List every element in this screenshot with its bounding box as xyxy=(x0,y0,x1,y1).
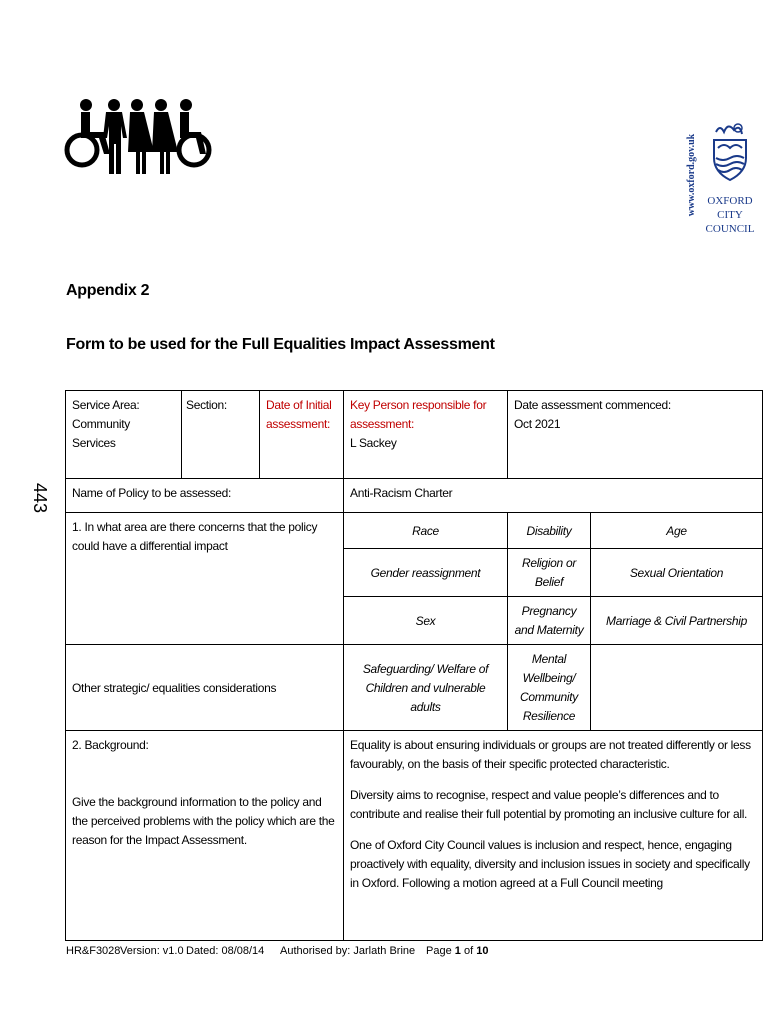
policy-label: Name of Policy to be assessed: xyxy=(66,479,344,513)
footer-authorised: Authorised by: Jarlath Brine xyxy=(280,945,416,957)
footer-version: Version: v1.0 xyxy=(120,945,184,957)
area-age: Age xyxy=(591,513,763,549)
key-person-cell xyxy=(344,391,508,479)
area-pregnancy-maternity: Pregnancy and Maternity xyxy=(508,597,591,645)
footer-dated: Dated: 08/08/14 xyxy=(186,945,265,957)
person-icon xyxy=(128,99,154,174)
footer-page-total: 10 xyxy=(476,945,489,957)
area-disability: Disability xyxy=(508,513,591,549)
area-gender-reassignment: Gender reassignment xyxy=(344,549,508,597)
footer-page-info xyxy=(426,945,488,957)
q2-label: 2. Background: xyxy=(72,738,149,752)
background-paragraph: One of Oxford City Council values is inclusion and respect, hence, engaging proactively with equality, diversity and inclusion issues in society and specifically in Oxford. Following a motion agreed at a Full Council meeting xyxy=(350,838,750,890)
other-considerations-label: Other strategic/ equalities considerations xyxy=(66,645,344,731)
date-commenced-cell xyxy=(508,391,763,479)
background-cell xyxy=(344,731,763,941)
area-race: Race xyxy=(344,513,508,549)
table-row xyxy=(66,479,763,513)
person-icon xyxy=(103,99,127,174)
footer-page-num: 1 xyxy=(454,945,461,957)
wheelchair-icon xyxy=(179,99,209,165)
table-row xyxy=(66,391,763,479)
area-religion-belief: Religion or Belief xyxy=(508,549,591,597)
section-cell xyxy=(182,391,260,479)
q2-cell xyxy=(66,731,344,941)
council-crest-icon xyxy=(708,118,752,184)
footer-page-prefix: Page xyxy=(426,945,452,957)
appendix-title: Appendix 2 xyxy=(66,282,150,299)
service-area-value: Services xyxy=(72,436,116,450)
section-label: Section: xyxy=(186,398,227,412)
assessment-table xyxy=(65,390,763,941)
person-icon xyxy=(152,99,178,174)
background-paragraph: Equality is about ensuring individuals or groups are not treated differently or less favourably, on the basis of their specific protected characteristic. xyxy=(350,738,751,771)
key-person-value: L Sackey xyxy=(350,436,397,450)
council-url: www.oxford.gov.uk xyxy=(686,133,697,217)
date-commenced-value: Oct 2021 xyxy=(514,417,561,431)
key-person-label: Key Person responsible for xyxy=(350,398,487,412)
form-title: Form to be used for the Full Equalities Impact Assessment xyxy=(66,336,495,353)
other-safeguarding: Safeguarding/ Welfare of Children and vulnerable adults xyxy=(344,645,508,731)
key-person-label: assessment: xyxy=(350,417,415,431)
date-initial-label: Date of Initial xyxy=(266,398,332,412)
council-name-line: CITY xyxy=(717,209,743,221)
service-area-label: Service Area: xyxy=(72,398,140,412)
table-row xyxy=(66,513,763,549)
equality-people-logo xyxy=(64,98,214,178)
wheelchair-icon xyxy=(67,99,110,165)
empty-cell xyxy=(591,645,763,731)
policy-value: Anti-Racism Charter xyxy=(344,479,763,513)
side-page-number: 443 xyxy=(30,482,50,514)
table-row xyxy=(66,731,763,941)
footer-page-of: of xyxy=(463,945,474,957)
council-name-line: OXFORD xyxy=(707,195,753,207)
background-paragraph: Diversity aims to recognise, respect and value people’s differences and to contribute and realise their full potential by promoting an inclusive culture for all. xyxy=(350,788,748,821)
area-sex: Sex xyxy=(344,597,508,645)
table-row xyxy=(66,645,763,731)
oxford-city-council-logo xyxy=(684,118,754,246)
area-marriage-civil-partnership: Marriage & Civil Partnership xyxy=(591,597,763,645)
service-area-value: Community xyxy=(72,417,130,431)
council-name-line: COUNCIL xyxy=(705,223,755,235)
service-area-cell xyxy=(66,391,182,479)
date-commenced-label: Date assessment commenced: xyxy=(514,398,671,412)
date-initial-cell xyxy=(260,391,344,479)
other-mental-wellbeing: Mental Wellbeing/ Community Resilience xyxy=(508,645,591,731)
q1-label: 1. In what area are there concerns that the policy could have a differential impact xyxy=(66,513,344,645)
date-initial-label: assessment: xyxy=(266,417,331,431)
q2-help: Give the background information to the policy and the perceived problems with the policy which are the reason for the Impact Assessment. xyxy=(72,795,335,847)
footer-doc-ref: HR&F3028 xyxy=(66,945,121,957)
area-sexual-orientation: Sexual Orientation xyxy=(591,549,763,597)
